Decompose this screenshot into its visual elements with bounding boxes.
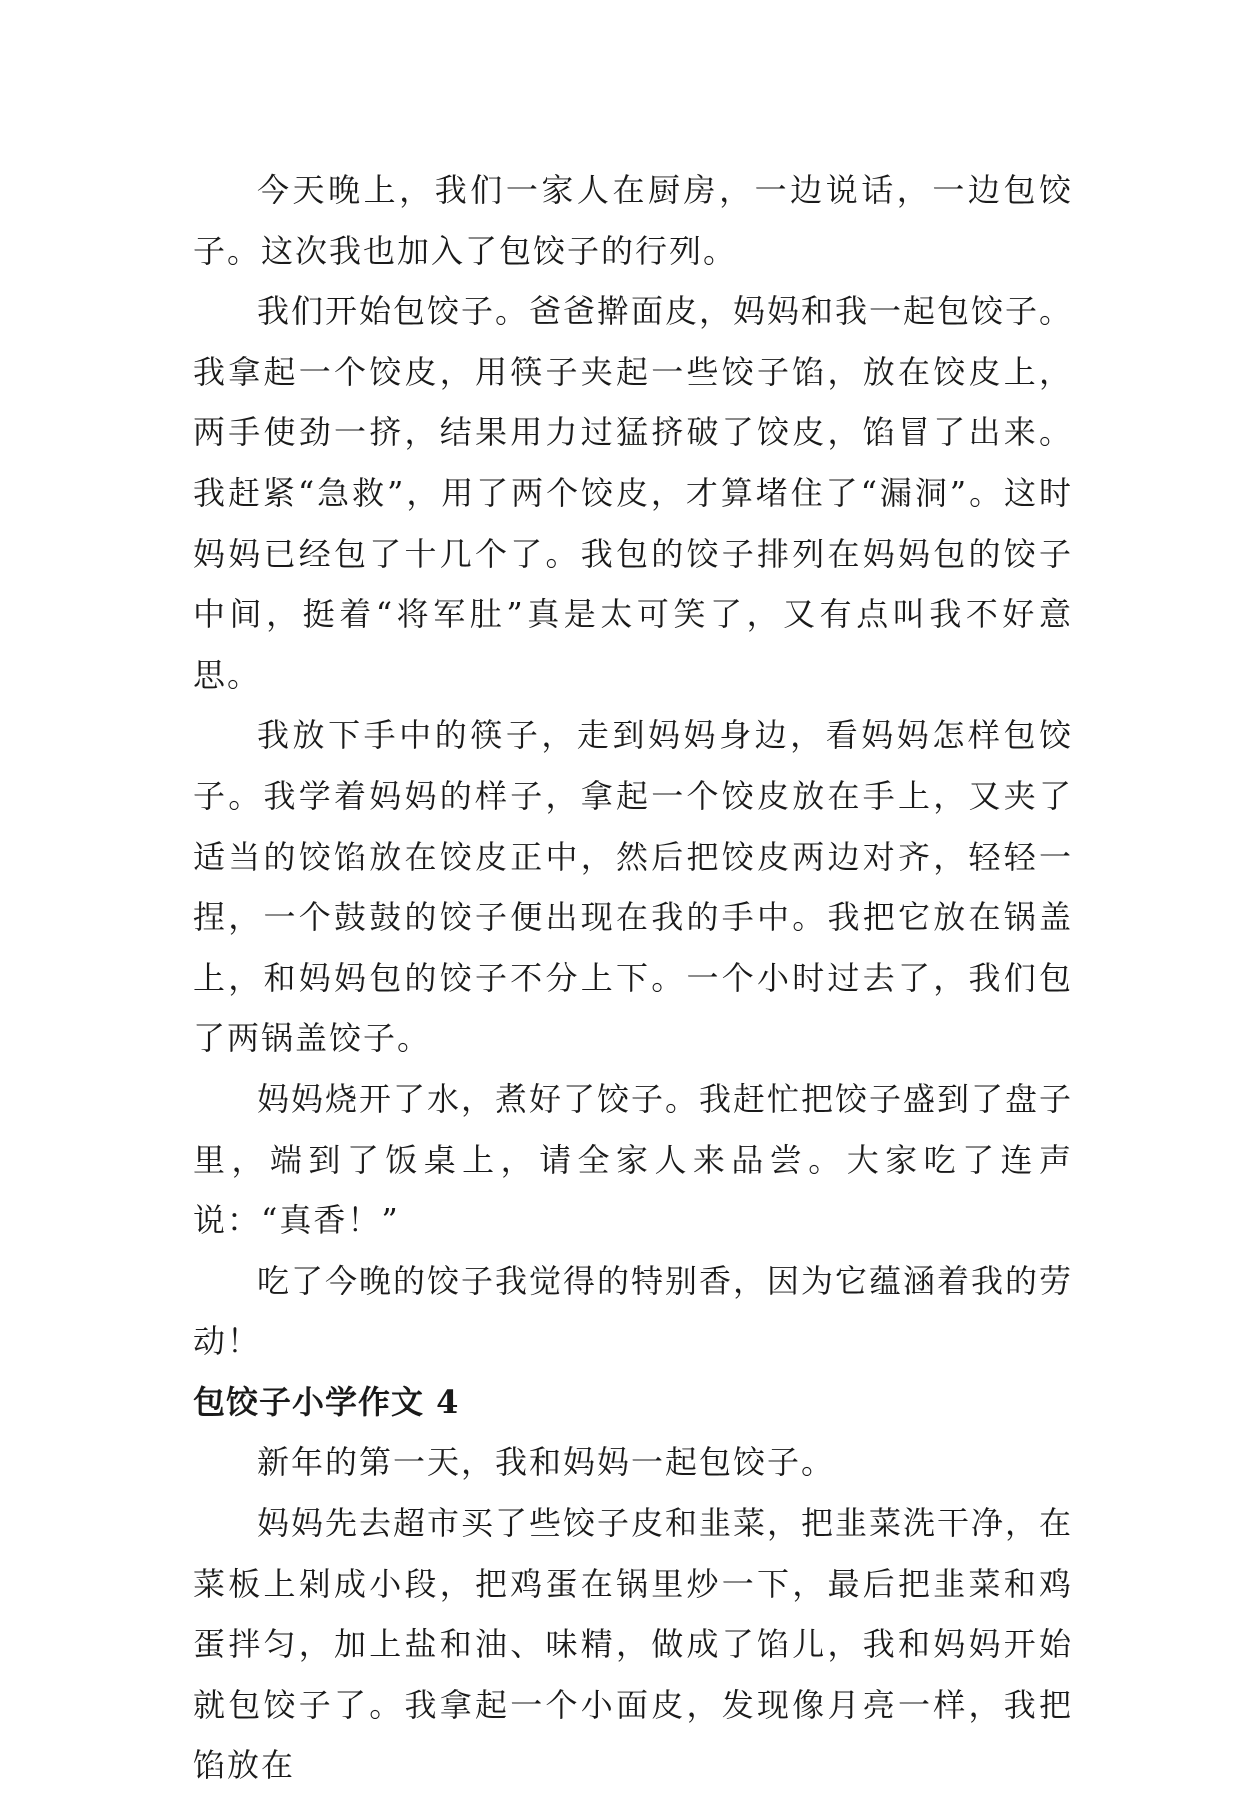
paragraph: 我们开始包饺子。爸爸擀面皮，妈妈和我一起包饺子。我拿起一个饺皮，用筷子夹起一些饺子馅，放在饺皮上，两手使劲一挤，结果用力过猛挤破了饺皮，馅冒了出来。我赶紧“急救”，用了两个饺皮，才算堵住了“漏洞”。这时妈妈已经包了十几个了。我包的饺子排列在妈妈包的饺子中间，挺着“将军肚”真是太可笑了，又有点叫我不好意思。 xyxy=(193,292,1074,694)
section-heading: 包饺子小学作文 4 xyxy=(193,1382,460,1421)
paragraph: 吃了今晚的饺子我觉得的特别香，因为它蕴涵着我的劳动！ xyxy=(193,1261,1074,1361)
paragraph: 妈妈先去超市买了些饺子皮和韭菜，把韭菜洗干净，在菜板上剁成小段，把鸡蛋在锅里炒一下，最后把韭菜和鸡蛋拌匀，加上盐和油、味精，做成了馅儿，我和妈妈开始就包饺子了。我拿起一个小面皮，发现像月亮一样，我把馅放在 xyxy=(193,1504,1074,1785)
paragraph: 我放下手中的筷子，走到妈妈身边，看妈妈怎样包饺子。我学着妈妈的样子，拿起一个饺皮放在手上，又夹了适当的饺馅放在饺皮正中，然后把饺皮两边对齐，轻轻一捏，一个鼓鼓的饺子便出现在我的手中。我把它放在锅盖上，和妈妈包的饺子不分上下。一个小时过去了，我们包了两锅盖饺子。 xyxy=(193,716,1073,1058)
paragraph: 妈妈烧开了水，煮好了饺子。我赶忙把饺子盛到了盘子里，端到了饭桌上，请全家人来品尝。大家吃了连声说：“真香！” xyxy=(193,1079,1074,1240)
paragraph: 新年的第一天，我和妈妈一起包饺子。 xyxy=(257,1443,836,1482)
paragraph: 今天晚上，我们一家人在厨房，一边说话，一边包饺子。这次我也加入了包饺子的行列。 xyxy=(193,171,1073,270)
document-body xyxy=(193,160,1073,1796)
